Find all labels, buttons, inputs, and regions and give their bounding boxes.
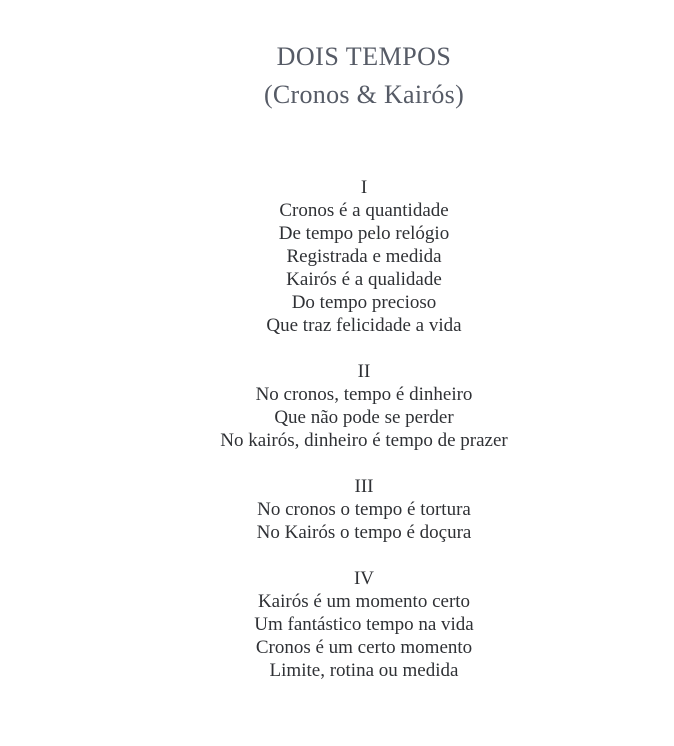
stanza-numeral: II xyxy=(357,361,371,382)
stanza-ii xyxy=(54,360,674,452)
stanza-i xyxy=(54,176,674,337)
poem-line: Cronos é um certo momento xyxy=(255,637,473,658)
stanza-numeral: III xyxy=(354,476,374,497)
poem-line: Que traz felicidade a vida xyxy=(266,315,462,336)
poem-line: Registrada e medida xyxy=(286,246,442,267)
poem-line: No cronos o tempo é tortura xyxy=(257,499,471,520)
stanza-numeral: IV xyxy=(353,568,375,589)
poem-page xyxy=(54,0,674,746)
stanza-iii xyxy=(54,475,674,544)
poem-line: Kairós é um momento certo xyxy=(257,591,471,612)
poem-line: No cronos, tempo é dinheiro xyxy=(255,384,473,405)
poem-line: De tempo pelo relógio xyxy=(278,223,450,244)
poem-subtitle: (Cronos & Kairós) xyxy=(263,80,465,109)
poem-line: Kairós é a qualidade xyxy=(286,269,442,290)
stanza-iv xyxy=(54,567,674,682)
poem-line: Que não pode se perder xyxy=(274,407,454,428)
poem-line: Um fantástico tempo na vida xyxy=(254,614,474,635)
poem-line: Limite, rotina ou medida xyxy=(269,660,459,681)
poem-line: Cronos é a quantidade xyxy=(279,200,449,221)
poem-line: No kairós, dinheiro é tempo de prazer xyxy=(220,430,508,451)
poem-body xyxy=(54,176,674,682)
poem-line: No Kairós o tempo é doçura xyxy=(256,522,472,543)
poem-title: DOIS TEMPOS xyxy=(276,42,452,71)
stanza-numeral: I xyxy=(360,177,368,198)
poem-line: Do tempo precioso xyxy=(291,292,437,313)
